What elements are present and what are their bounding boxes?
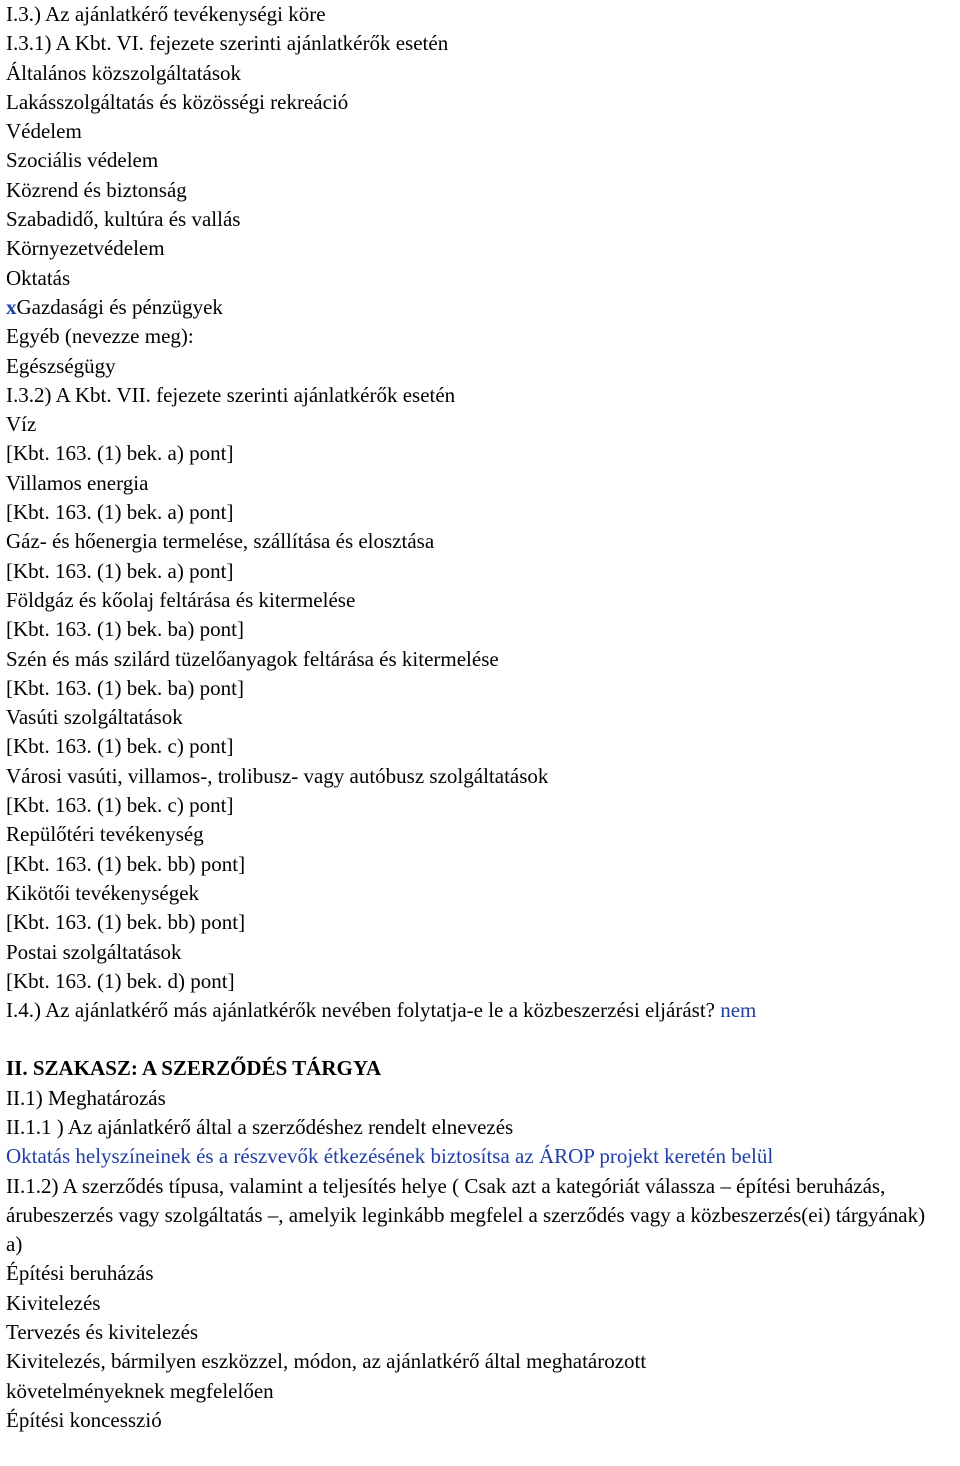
- section-I31-title: I.3.1) A Kbt. VI. fejezete szerinti ajánlatkérők esetén: [6, 31, 449, 56]
- other-label: Egyéb (nevezze meg):: [6, 324, 194, 349]
- sector-ref: [Kbt. 163. (1) bek. a) pont]: [6, 558, 234, 583]
- sector-name: Vasúti szolgáltatások: [6, 705, 183, 730]
- activity-item: Oktatás: [6, 265, 71, 290]
- sector-name: Kikötői tevékenységek: [6, 880, 200, 905]
- selected-mark: x: [6, 294, 17, 319]
- sector-ref: [Kbt. 163. (1) bek. bb) pont]: [6, 851, 246, 876]
- sector-ref: [Kbt. 163. (1) bek. bb) pont]: [6, 910, 246, 935]
- section-II1-title: II.1) Meghatározás: [6, 1085, 166, 1110]
- sector-name: Víz: [6, 412, 37, 437]
- document-page: [6, 0, 956, 1435]
- sector-name: Szén és más szilárd tüzelőanyagok feltárása és kitermelése: [6, 646, 499, 671]
- sector-ref: [Kbt. 163. (1) bek. d) pont]: [6, 968, 235, 993]
- selected-activity-label: Gazdasági és pénzügyek: [16, 294, 223, 319]
- activity-item: Környezetvédelem: [6, 236, 165, 261]
- contract-option: Építési koncesszió: [6, 1407, 162, 1432]
- sector-ref: [Kbt. 163. (1) bek. c) pont]: [6, 734, 234, 759]
- section-I32-title: I.3.2) A Kbt. VII. fejezete szerinti ajánlatkérők esetén: [6, 382, 456, 407]
- sector-name: Repülőtéri tevékenység: [6, 822, 204, 847]
- activity-item: Szociális védelem: [6, 148, 159, 173]
- contract-option: Kivitelezés: [6, 1290, 101, 1315]
- activity-item: Védelem: [6, 119, 82, 144]
- contract-option: Építési beruházás: [6, 1261, 154, 1286]
- sector-name: Városi vasúti, villamos-, trolibusz- vagy autóbusz szolgáltatások: [6, 763, 549, 788]
- section-II12-text: II.1.2) A szerződés típusa, valamint a teljesítés helye ( Csak azt a kategóriát válassza – építési beruházás, árubeszerzés vagy szolgáltatás –, amelyik leginkább megfelel a szerződés vagy a közbeszerzés(ei) tárgyának): [6, 1173, 926, 1227]
- option-a-label: a): [6, 1232, 23, 1257]
- contract-option: Tervezés és kivitelezés: [6, 1320, 199, 1345]
- contract-name-value: Oktatás helyszíneinek és a részvevők étkezésének biztosítsa az ÁROP projekt keretén belül: [6, 1144, 774, 1169]
- activity-item: Közrend és biztonság: [6, 177, 187, 202]
- sector-ref: [Kbt. 163. (1) bek. c) pont]: [6, 793, 234, 818]
- sector-ref: [Kbt. 163. (1) bek. a) pont]: [6, 441, 234, 466]
- contract-option: Kivitelezés, bármilyen eszközzel, módon, az ajánlatkérő által meghatározott követelményeknek megfelelően: [6, 1349, 647, 1403]
- activity-item: Szabadidő, kultúra és vallás: [6, 207, 241, 232]
- section-I4-answer: nem: [720, 998, 757, 1023]
- section-I3-title: I.3.) Az ajánlatkérő tevékenységi köre: [6, 2, 326, 26]
- section-II11-title: II.1.1 ) Az ajánlatkérő által a szerződéshez rendelt elnevezés: [6, 1114, 514, 1139]
- sector-ref: [Kbt. 163. (1) bek. ba) pont]: [6, 675, 244, 700]
- sector-name: Villamos energia: [6, 470, 149, 495]
- section-II-heading: II. SZAKASZ: A SZERZŐDÉS TÁRGYA: [6, 1056, 382, 1081]
- sector-name: Földgáz és kőolaj feltárása és kitermelése: [6, 587, 356, 612]
- activity-item: Általános közszolgáltatások: [6, 60, 242, 85]
- sector-ref: [Kbt. 163. (1) bek. ba) pont]: [6, 617, 244, 642]
- section-I4-row: [6, 996, 956, 1025]
- activity-item: Lakásszolgáltatás és közösségi rekreáció: [6, 89, 349, 114]
- sector-ref: [Kbt. 163. (1) bek. a) pont]: [6, 500, 234, 525]
- activity-item-selected: [6, 293, 956, 322]
- sector-name: Postai szolgáltatások: [6, 939, 182, 964]
- other-value: Egészségügy: [6, 353, 116, 378]
- section-I4-question: I.4.) Az ajánlatkérő más ajánlatkérők nevében folytatja-e le a közbeszerzési eljárást?: [6, 998, 715, 1023]
- sector-name: Gáz- és hőenergia termelése, szállítása és elosztása: [6, 529, 435, 554]
